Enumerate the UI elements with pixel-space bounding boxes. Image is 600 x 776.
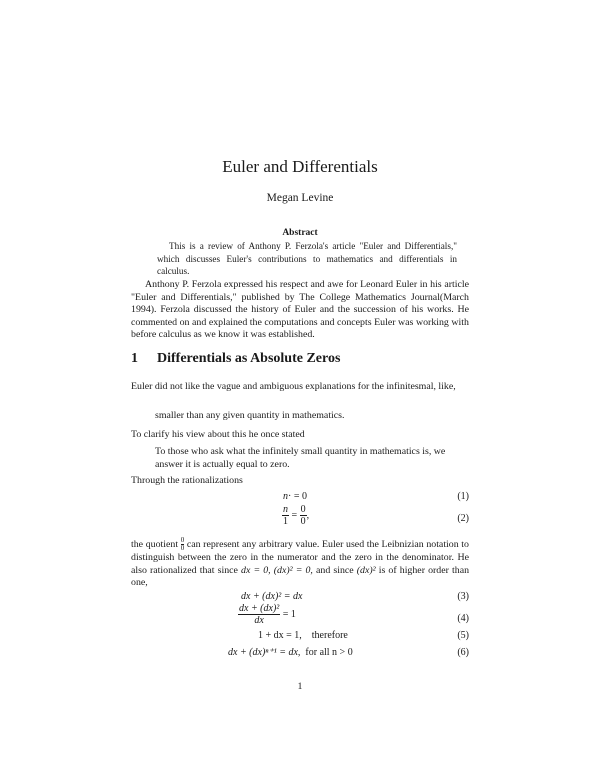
equation-6-number: (6) bbox=[457, 647, 469, 658]
abstract-heading: Abstract bbox=[282, 228, 318, 238]
equation-3-number: (3) bbox=[457, 591, 469, 602]
equation-3: dx + (dx)² = dx bbox=[241, 591, 303, 602]
paragraph-clarify: To clarify his view about this he once stated bbox=[131, 429, 305, 440]
eq2-frac-right: $\frac{0}{0}$ bbox=[300, 504, 306, 527]
equation-2: $\frac{n}{1}$ = $\frac{0}{0}$ , bbox=[283, 504, 310, 527]
inline-quotient: $\frac{0}{0}$ bbox=[180, 536, 185, 552]
page-title: Euler and Differentials bbox=[222, 157, 378, 176]
equation-4: $\frac{\text{dx + (dx)²}}{dx}$ = 1 bbox=[239, 603, 296, 626]
equation-4-number: (4) bbox=[457, 613, 469, 624]
equation-5-number: (5) bbox=[457, 630, 469, 641]
eq4-frac: $\frac{\text{dx + (dx)²}}{dx}$ bbox=[239, 603, 280, 626]
author-name: Megan Levine bbox=[266, 192, 334, 204]
quote-smaller: smaller than any given quantity in mathematics. bbox=[155, 410, 345, 421]
page-number: 1 bbox=[297, 681, 303, 692]
section-title: Differentials as Absolute Zeros bbox=[157, 351, 341, 366]
paragraph-quotient: the quotient $\frac{0}{0}$ can represent any arbitrary value. Euler used the Leibnizian notation to distinguish between the zero in the numerator and the zero in the denominator. He also rationalized that since dx = 0, (dx)² = 0, and since (dx)² is of higher order than one, bbox=[131, 536, 470, 588]
section-heading bbox=[131, 351, 340, 367]
equation-1 bbox=[283, 491, 307, 502]
eq2-frac-left: $\frac{n}{1}$ bbox=[283, 504, 288, 527]
intro-paragraph: Anthony P. Ferzola expressed his respect and awe for Leonard Euler in his article "Euler and Differentials," published by The College Mathematics Journal(March 1994). Ferzola discussed the history of Euler and the succession of his works. He commented on and explained the computations and concepts Euler was working with before calculus as we know it was established. bbox=[131, 279, 469, 340]
equation-5: 1 + dx = 1, therefore bbox=[258, 630, 348, 641]
equation-1-number: (1) bbox=[457, 491, 469, 502]
eq1-lhs: n bbox=[283, 491, 288, 502]
eq1-op: · = 0 bbox=[288, 491, 307, 502]
equation-2-number: (2) bbox=[457, 513, 469, 524]
equation-6: dx + (dx)ⁿ⁺¹ = dx, for all n > 0 bbox=[228, 647, 353, 658]
paragraph-rationalizations: Through the rationalizations bbox=[131, 475, 243, 486]
section-number: 1 bbox=[131, 351, 138, 366]
abstract-text: This is a review of Anthony P. Ferzola's article "Euler and Differentials," which discusses Euler's contributions to mathematics and differentials in calculus. bbox=[157, 241, 457, 276]
quote-answer: To those who ask what the infinitely small quantity in mathematics is, we answer it is actually equal to zero. bbox=[155, 446, 446, 470]
paragraph-infinitesimal: Euler did not like the vague and ambiguous explanations for the infinitesmal, like, bbox=[131, 381, 456, 392]
